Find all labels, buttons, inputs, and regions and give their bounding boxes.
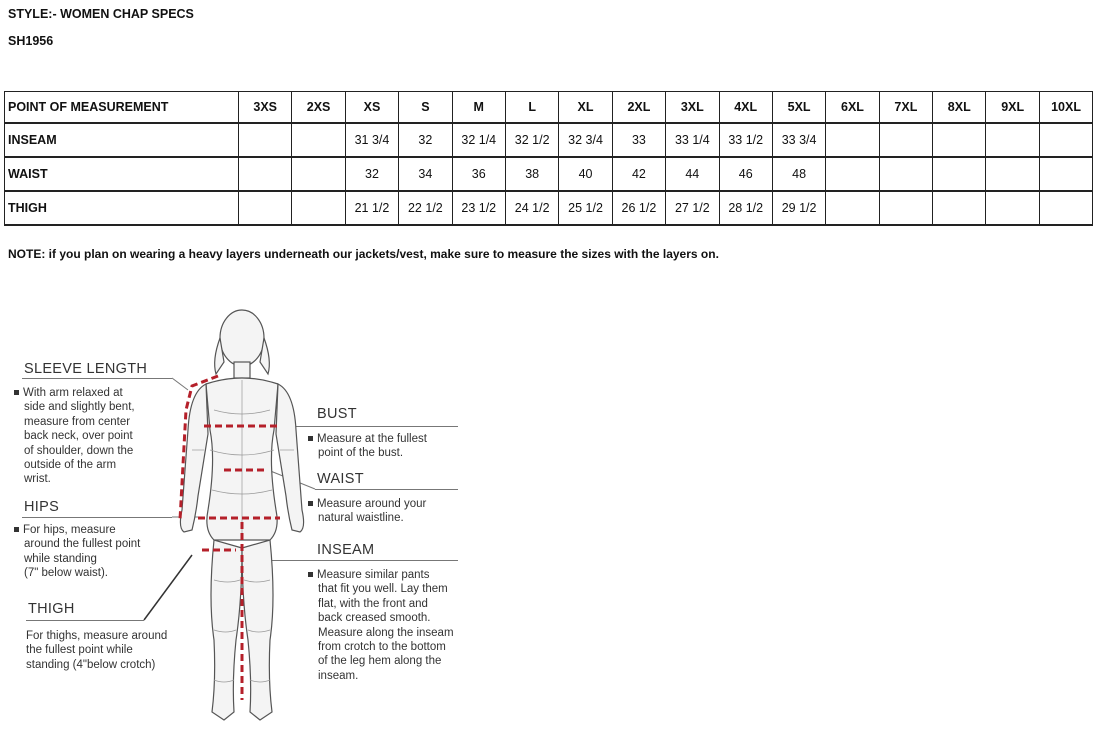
table-cell — [1039, 157, 1092, 191]
table-cell: 31 3/4 — [345, 123, 398, 157]
table-cell: 48 — [772, 157, 825, 191]
table-cell — [986, 191, 1039, 225]
table-cell: 42 — [612, 157, 665, 191]
desc-line: the fullest point while — [26, 644, 133, 657]
table-cell: 32 3/4 — [559, 123, 612, 157]
layering-note: NOTE: if you plan on wearing a heavy layers underneath our jackets/vest, make sure to measure the sizes with the layers on. — [8, 247, 719, 261]
desc-line: side and slightly bent, — [24, 401, 135, 414]
inseam-title: INSEAM — [317, 542, 375, 558]
thigh-desc — [26, 629, 167, 672]
table-cell: 29 1/2 — [772, 191, 825, 225]
desc-line: standing (4"below crotch) — [26, 658, 156, 671]
table-cell: 33 1/2 — [719, 123, 772, 157]
table-cell: 32 1/4 — [452, 123, 505, 157]
column-header: M — [452, 92, 505, 124]
column-header: XS — [345, 92, 398, 124]
table-cell — [292, 123, 345, 157]
column-header: 4XL — [719, 92, 772, 124]
bullet — [14, 390, 19, 395]
desc-line: from crotch to the bottom — [318, 641, 446, 654]
column-header: 9XL — [986, 92, 1039, 124]
table-cell: 22 1/2 — [399, 191, 452, 225]
table-cell — [292, 157, 345, 191]
table-cell: 32 — [345, 157, 398, 191]
table-cell — [933, 157, 986, 191]
table-row — [5, 157, 1093, 191]
table-cell — [986, 157, 1039, 191]
table-cell — [239, 191, 292, 225]
desc-line: Measure similar pants — [317, 569, 430, 581]
desc-line: measure from center — [24, 415, 131, 428]
table-cell: 27 1/2 — [666, 191, 719, 225]
thigh-title: THIGH — [28, 601, 75, 617]
desc-line: wrist. — [24, 473, 51, 486]
table-cell: 34 — [399, 157, 452, 191]
column-header: 10XL — [1039, 92, 1092, 124]
desc-line: around the fullest point — [24, 538, 141, 551]
waist-title: WAIST — [317, 471, 364, 487]
table-cell — [1039, 123, 1092, 157]
row-label: WAIST — [5, 157, 239, 191]
column-header: S — [399, 92, 452, 124]
table-cell: 25 1/2 — [559, 191, 612, 225]
table-cell — [933, 123, 986, 157]
table-cell — [239, 157, 292, 191]
table-cell: 21 1/2 — [345, 191, 398, 225]
table-cell — [879, 123, 932, 157]
table-cell: 33 — [612, 123, 665, 157]
hips-desc — [14, 523, 140, 581]
desc-line: while standing — [24, 552, 97, 565]
table-cell — [239, 123, 292, 157]
desc-line: back creased smooth. — [318, 612, 431, 625]
column-header: 5XL — [772, 92, 825, 124]
desc-line: Measure around your — [317, 498, 427, 510]
desc-line: back neck, over point — [24, 430, 133, 443]
column-header: 7XL — [879, 92, 932, 124]
table-cell: 32 1/2 — [505, 123, 558, 157]
row-label: THIGH — [5, 191, 239, 225]
desc-line: flat, with the front and — [318, 597, 428, 610]
desc-line: that fit you well. Lay them — [318, 583, 448, 596]
column-header: 8XL — [933, 92, 986, 124]
desc-line: For hips, measure — [23, 524, 116, 536]
table-cell — [1039, 191, 1092, 225]
column-header: 3XL — [666, 92, 719, 124]
sleeve-length-title: SLEEVE LENGTH — [24, 361, 148, 377]
style-code: SH1956 — [8, 34, 54, 48]
size-spec-table — [4, 91, 1093, 226]
table-cell: 33 3/4 — [772, 123, 825, 157]
table-cell — [879, 157, 932, 191]
column-header: 2XL — [612, 92, 665, 124]
desc-line: point of the bust. — [318, 447, 404, 460]
table-cell — [826, 157, 879, 191]
column-header: 2XS — [292, 92, 345, 124]
column-header: L — [505, 92, 558, 124]
body-figure-illustration — [150, 300, 350, 729]
desc-line: outside of the arm — [24, 459, 117, 472]
row-label: INSEAM — [5, 123, 239, 157]
table-header-row — [5, 92, 1093, 124]
bullet — [14, 527, 19, 532]
thigh-rule — [26, 620, 144, 621]
desc-line: Measure at the fullest — [317, 433, 427, 445]
bust-title: BUST — [317, 406, 357, 422]
table-cell — [879, 191, 932, 225]
table-cell: 26 1/2 — [612, 191, 665, 225]
table-cell — [826, 123, 879, 157]
desc-line: natural waistline. — [318, 512, 404, 525]
desc-line: For thighs, measure around — [26, 630, 168, 642]
table-row — [5, 123, 1093, 157]
desc-line: inseam. — [318, 669, 359, 682]
column-header: POINT OF MEASUREMENT — [5, 92, 239, 124]
table-cell — [933, 191, 986, 225]
column-header: 6XL — [826, 92, 879, 124]
table-cell — [986, 123, 1039, 157]
table-cell: 28 1/2 — [719, 191, 772, 225]
column-header: 3XS — [239, 92, 292, 124]
column-header: XL — [559, 92, 612, 124]
hips-title: HIPS — [24, 499, 60, 515]
table-cell: 33 1/4 — [666, 123, 719, 157]
table-cell: 36 — [452, 157, 505, 191]
table-cell — [826, 191, 879, 225]
table-row — [5, 191, 1093, 225]
table-cell: 40 — [559, 157, 612, 191]
desc-line: of shoulder, down the — [24, 444, 134, 457]
table-cell: 44 — [666, 157, 719, 191]
desc-line: (7" below waist). — [24, 567, 108, 580]
table-cell: 23 1/2 — [452, 191, 505, 225]
table-cell: 38 — [505, 157, 558, 191]
table-cell — [292, 191, 345, 225]
desc-line: With arm relaxed at — [23, 387, 123, 399]
table-cell: 46 — [719, 157, 772, 191]
style-title: STYLE:- WOMEN CHAP SPECS — [8, 7, 194, 21]
sleeve-length-desc — [14, 386, 135, 487]
table-cell: 32 — [399, 123, 452, 157]
desc-line: Measure along the inseam — [318, 626, 454, 639]
table-cell: 24 1/2 — [505, 191, 558, 225]
desc-line: of the leg hem along the — [318, 655, 442, 668]
